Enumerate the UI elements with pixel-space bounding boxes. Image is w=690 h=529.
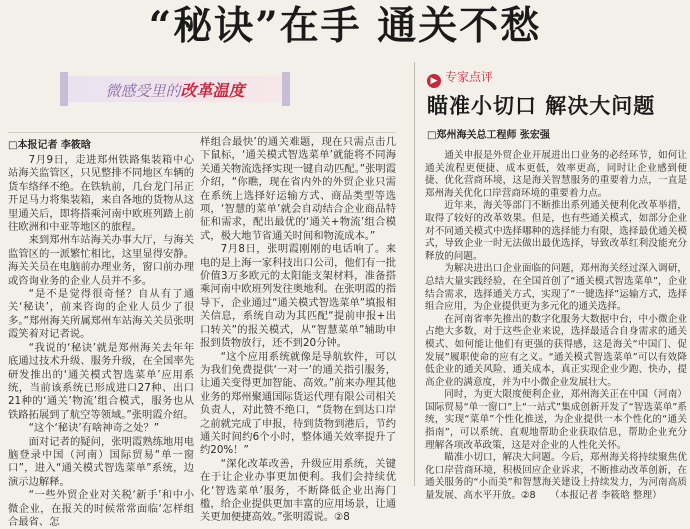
- expert-tag-label: 专家点评: [445, 70, 494, 84]
- paragraph: 来到郑州车站海关办事大厅，与海关监管区的一派繁忙相比，这里显得安静。海关关员在电脑前办理业务，窗口前办理或咨询业务的企业人员并不多。: [8, 234, 194, 287]
- paragraph: 瞄准小切口，解决大问题。今后，郑州海关将持续聚焦优化口岸营商环境，积极回应企业诉求，不断推动改革创新，在通关服务的“小而美”和智慧海关建设上持续发力，为河南高质量发展、高水平开放。②8 （本报记者 李筱晗 整理）: [425, 452, 687, 502]
- left-byline: □本报记者 李筱晗: [8, 140, 91, 151]
- section-banner: [60, 72, 290, 106]
- paragraph: “是不是觉得很奇怪？自从有了通关‘秘诀’，前来咨询的企业人员少了很多。”郑州海关所属郑州车站海关关员张明霞笑着对记者说。: [8, 288, 194, 341]
- arrow-icon: ▶: [427, 74, 441, 88]
- left-rule: [8, 132, 396, 133]
- paragraph: 7月8日，张明霞刚刚的电话响了。来电的是上海一家科技出口公司，他们有一批价值3万多欧元的太阳能支架材料，准备搭乘河南中欧班列发往奥地利。在张明霞的指导下，企业通过“通关模式智选菜单”填报相关信息，系统自动为其匹配“提前申报+出口转关”的报关模式，从“智慧菜单”辅助申报到货物放行，还不到20分钟。: [200, 243, 397, 350]
- paragraph: “深化改革改善，升级应用系统，关键在于让企业办事更加便利。我们会持续优化‘智选菜单’服务，不断降低企业出海门槛，给企业提供更加丰富的应用场景，让通关更加便捷高效。”张明霞说。②8: [200, 457, 396, 524]
- banner-emphasis: 改革温度: [180, 81, 245, 100]
- paragraph: “一些外贸企业对关税‘新手’和中小微企业，在报关的时候常常面临‘怎样组合最省、怎: [8, 489, 194, 528]
- commentary-column: [425, 150, 687, 502]
- paragraph: 通关申报是外贸企业开展进出口业务的必经环节，如何让通关流程更便捷、成本更低，效率更高，同时让企业感到便捷、优化营商环境，这是海关智慧服务的重要着力点，一直是郑州海关优化口岸营商环境的重要着力点。: [425, 150, 687, 199]
- expert-comment-tag: [427, 68, 493, 88]
- headline: “秘诀”在手 通关不愁: [148, 3, 542, 49]
- paragraph: “我说的‘秘诀’就是郑州海关去年年底通过技术升级、服务升级，在全国率先研发推出的‘通关模式智选菜单’应用系统，当前该系统已形成进口27种、出口21种的‘通关’物流’组合模式，服务也从铁路拓展到了航空等领域。”张明霞介绍。: [8, 341, 194, 421]
- banner-prefix: 微感受里的: [105, 82, 181, 100]
- commentary-title: 瞄准小切口 解决大问题: [427, 93, 656, 118]
- column-divider: [414, 62, 415, 486]
- paragraph: 7月9日，走进郑州铁路集装箱中心站海关监管区，只见整排不同地区车辆的货车络绎不绝。在铁轨前，几台龙门吊正开足马力将集装箱，来自各地的货物从这里通关后，即将搭乘河南中欧班列踏上前往欧洲和中亚等地区的旅程。: [8, 154, 194, 234]
- paragraph: 在河南省率先推出的数字化服务大数据中台，中小微企业占绝大多数，对于这些企业来说，选择最适合自身需求的通关模式、如何能让他们有更强的获得感，这是海关“中国门、促发展”履职使命的应有之义。“通关模式智选菜单”可以有效降低企业的通关风险、通关成本，真正实现企业少跑、快办，提高企业的满意度，并为中小微企业发展壮大。: [425, 313, 687, 388]
- paragraph: “这个应用系统就像是导航软件，可以为我们免费提供‘一对一’的通关指引服务，让通关变得更加智能、高效。”前来办理其他业务的郑州聚通国际货运代理有限公司相关负责人，对此赞不绝口，“货物在到达口岸之前就完成了申报，待到货物到港后，节约通关时间约6个小时，整体通关效率提升了约20%！”: [200, 350, 396, 457]
- paragraph: 面对记者的疑问，张明霞熟练地用电脑登录中国（河南）国际贸易“单一窗口”，进入“通关模式智选菜单”系统，边演示边解释。: [8, 435, 194, 488]
- paragraph: 为解决进出口企业面临的问题，郑州海关经过深入调研，总结大量实践经验，在全国首创了“通关模式智选菜单”，企业结合需求，选择通关方式，实现了“一键选择”运输方式，选择组合应用，为企业提供更为多元化的通关选择。: [425, 263, 687, 313]
- paragraph: 同时，为更大限度便利企业，郑州海关正在中国（河南）国际贸易“单一窗口”上“一站式”集成创新开发了“智选菜单”系统，实现“菜单”个性化推送，为企业提供一本个性化的“通关指南”，可以系统、直观地帮助企业获取信息，帮助企业充分理解各项改革政策，这是对企业的人性化关怀。: [425, 389, 687, 451]
- paragraph: 样组合最快’的通关难题，现在只需点击几下鼠标，‘通关模式智选菜单’就能将不同海关通关物流选择实现一键自动匹配。”张明霞介绍，“你瞧，现在省内外的外贸企业只需在系统上选择好运输方式、商品类型等选项，‘智慧的菜单’就会自动结合企业商品特征和需求，配出最优的‘通关+物流’组合模式，极大地节省通关时间和物流成本。”: [200, 136, 396, 242]
- paragraph: 近年来，海关等部门不断推出系列通关便利化改革举措，取得了较好的改革效果。但是，也有些通关模式，如部分企业对不同通关模式中选择哪种的选择能力有限，选择最优通关模式，导致企业一时无法做出最优选择，导致改革红利没能充分释放的问题。: [425, 200, 687, 262]
- banner-text: [60, 78, 290, 101]
- paragraph: “这个‘秘诀’有啥神奇之处？”: [28, 422, 160, 435]
- commentary-byline: □郑州海关总工程师 张宏强: [427, 130, 550, 141]
- article-column-1: [8, 154, 194, 528]
- article-column-2: [200, 136, 397, 524]
